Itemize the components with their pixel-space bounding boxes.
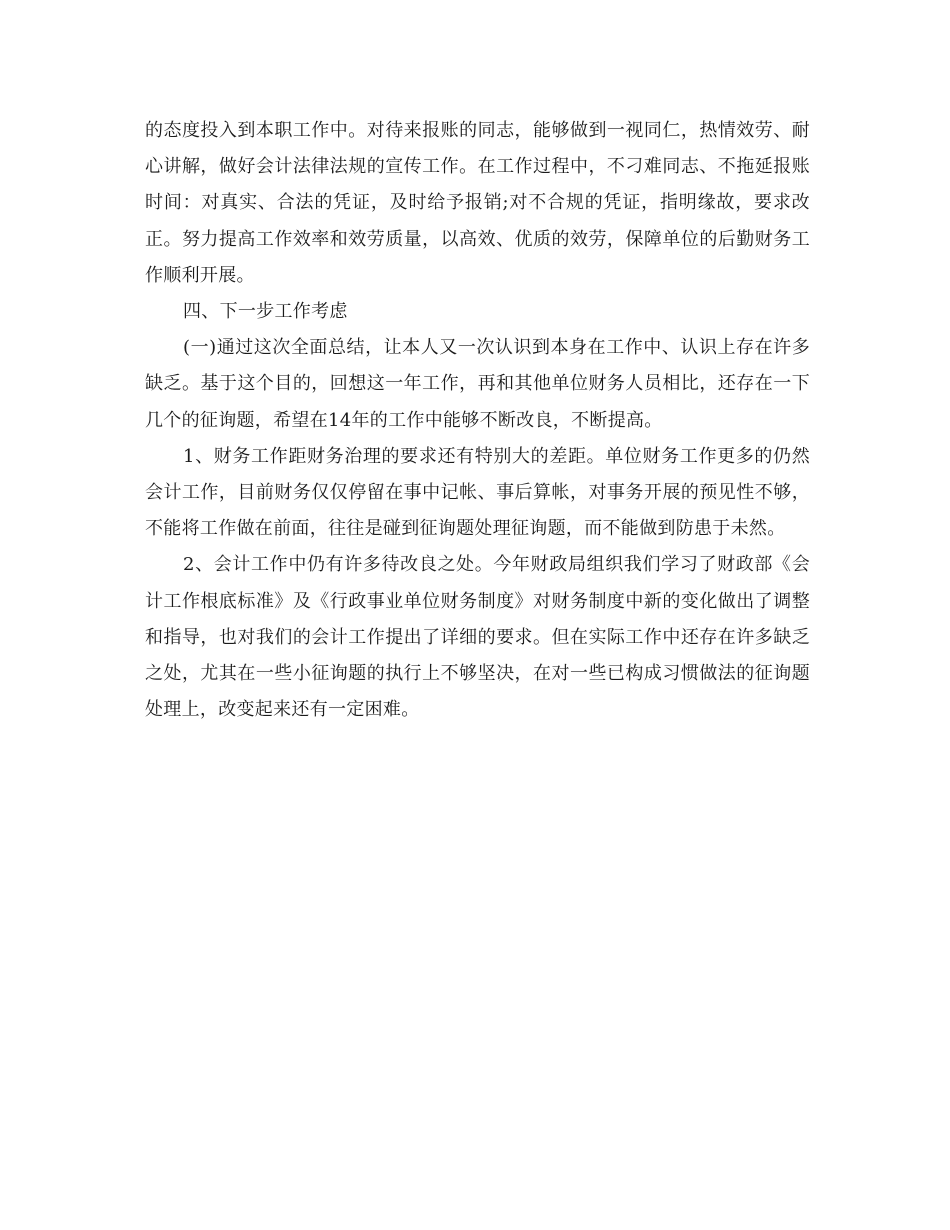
document-body [145, 113, 810, 728]
body-paragraph-3: 1、财务工作距财务治理的要求还有特别大的差距。单位财务工作更多的仍然会计工作，目前财务仅仅停留在事中记帐、事后算帐，对事务开展的预见性不够，不能将工作做在前面，往往是碰到征询题处理征询题，而不能做到防患于未然。 [145, 445, 810, 540]
section-heading-next-steps: 四、下一步工作考虑 [183, 301, 348, 323]
body-paragraph-1: 的态度投入到本职工作中。对待来报账的同志，能够做到一视同仁，热情效劳、耐心讲解，做好会计法律法规的宣传工作。在工作过程中，不刁难同志、不拖延报账时间：对真实、合法的凭证，及时给予报销;对不合规的凭证，指明缘故，要求改正。努力提高工作效率和效劳质量，以高效、优质的效劳，保障单位的后勤财务工作顺利开展。 [145, 120, 810, 286]
body-paragraph-2: (一)通过这次全面总结，让本人又一次认识到本身在工作中、认识上存在许多缺乏。基于这个目的，回想这一年工作，再和其他单位财务人员相比，还存在一下几个的征询题，希望在14年的工作中能够不断改良，不断提高。 [145, 337, 810, 431]
body-paragraph-4: 2、会计工作中仍有许多待改良之处。今年财政局组织我们学习了财政部《会计工作根底标准》及《行政事业单位财务制度》对财务制度中新的变化做出了调整和指导，也对我们的会计工作提出了详细的要求。但在实际工作中还存在许多缺乏之处，尤其在一些小征询题的执行上不够坚决，在对一些已构成习惯做法的征询题处理上，改变起来还有一定困难。 [145, 554, 810, 721]
